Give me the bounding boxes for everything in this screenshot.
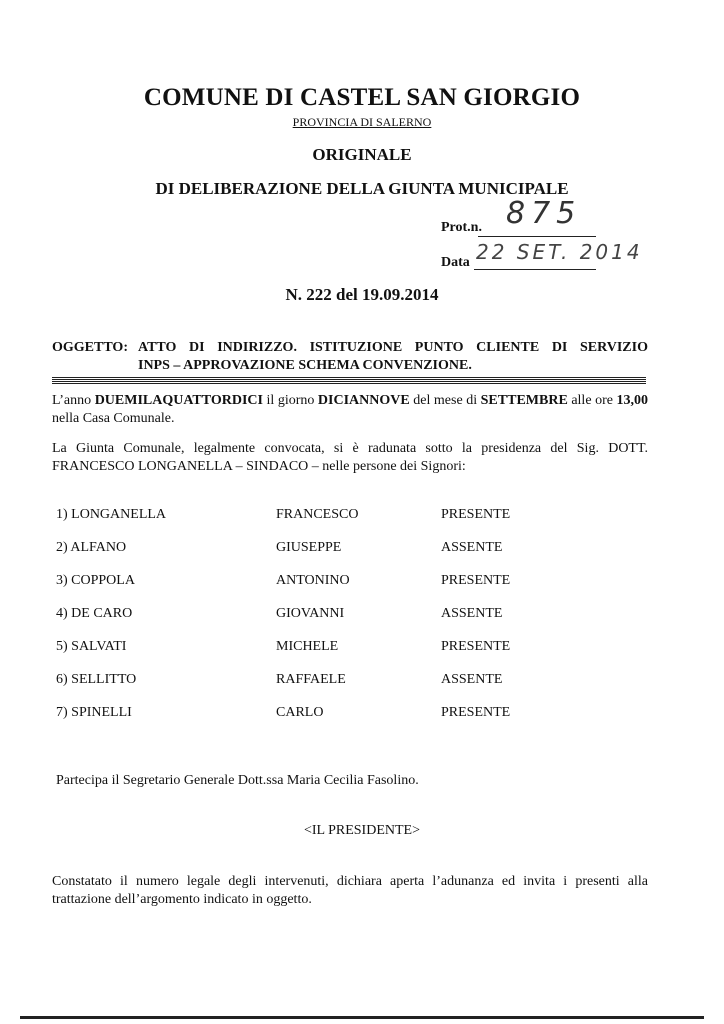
member-status: ASSENTE <box>441 540 503 555</box>
secretary-participation: Partecipa il Segretario Generale Dott.ssa Maria Cecilia Fasolino. <box>56 773 419 788</box>
intro-text: L’anno <box>52 393 95 408</box>
member-name: GIOVANNI <box>276 606 345 621</box>
member-status: PRESENTE <box>441 639 511 654</box>
member-surname: 1) LONGANELLA <box>56 507 167 522</box>
closing-paragraph: Constatato il numero legale degli intervenuti, dichiara aperta l’adunanza ed invita i presenti alla trattazione dell’argomento indicato in oggetto. <box>52 874 648 907</box>
convocation-paragraph: La Giunta Comunale, legalmente convocata, si è radunata sotto la presidenza del Sig. DOTT. FRANCESCO LONGANELLA – SINDACO – nelle persone dei Signori: <box>52 441 648 474</box>
member-surname: 7) SPINELLI <box>56 705 132 720</box>
protocol-underline <box>478 236 596 237</box>
subject-line-1: ATTO DI INDIRIZZO. ISTITUZIONE PUNTO CLIENTE DI SERVIZIO <box>138 340 648 355</box>
member-surname: 3) COPPOLA <box>56 573 135 588</box>
member-name: MICHELE <box>276 639 339 654</box>
protocol-label: Prot.n. <box>441 220 482 235</box>
document-type: ORIGINALE <box>312 145 412 164</box>
member-name: FRANCESCO <box>276 507 359 522</box>
member-name: CARLO <box>276 705 324 720</box>
deliberation-heading: DI DELIBERAZIONE DELLA GIUNTA MUNICIPALE <box>155 179 569 198</box>
member-surname: 6) SELLITTO <box>56 672 137 687</box>
protocol-number: 875 <box>506 196 582 231</box>
member-status: PRESENTE <box>441 705 511 720</box>
member-status: PRESENTE <box>441 573 511 588</box>
member-status: ASSENTE <box>441 606 503 621</box>
intro-paragraph <box>52 392 648 428</box>
member-surname: 2) ALFANO <box>56 540 127 555</box>
subject-label: OGGETTO: <box>52 340 128 355</box>
intro-text: il giorno <box>262 393 318 408</box>
deliberation-number: N. 222 del 19.09.2014 <box>285 285 439 304</box>
member-name: GIUSEPPE <box>276 540 342 555</box>
date-underline <box>474 269 596 270</box>
separator-line <box>52 377 646 380</box>
member-surname: 5) SALVATI <box>56 639 127 654</box>
intro-text: del mese di <box>409 393 481 408</box>
subject-line-2: INPS – APPROVAZIONE SCHEMA CONVENZIONE. <box>138 358 472 373</box>
president-heading: <IL PRESIDENTE> <box>304 823 420 838</box>
intro-time: 13,00 <box>616 393 648 408</box>
member-surname: 4) DE CARO <box>56 606 133 621</box>
footer-rule <box>20 1016 704 1019</box>
member-name: ANTONINO <box>276 573 350 588</box>
member-status: PRESENTE <box>441 507 511 522</box>
municipality-title: COMUNE DI CASTEL SAN GIORGIO <box>143 84 581 111</box>
member-status: ASSENTE <box>441 672 503 687</box>
intro-text: alle ore <box>567 393 617 408</box>
member-name: RAFFAELE <box>276 672 346 687</box>
intro-day: DICIANNOVE <box>317 393 410 408</box>
intro-text: nella Casa Comunale. <box>52 411 175 426</box>
separator-line <box>52 381 646 384</box>
date-stamp: 22 SET. 2014 <box>476 240 643 264</box>
date-label: Data <box>441 255 470 270</box>
intro-month: SETTEMBRE <box>480 393 568 408</box>
province-subtitle: PROVINCIA DI SALERNO <box>292 115 432 129</box>
intro-year: DUEMILAQUATTORDICI <box>94 393 263 408</box>
